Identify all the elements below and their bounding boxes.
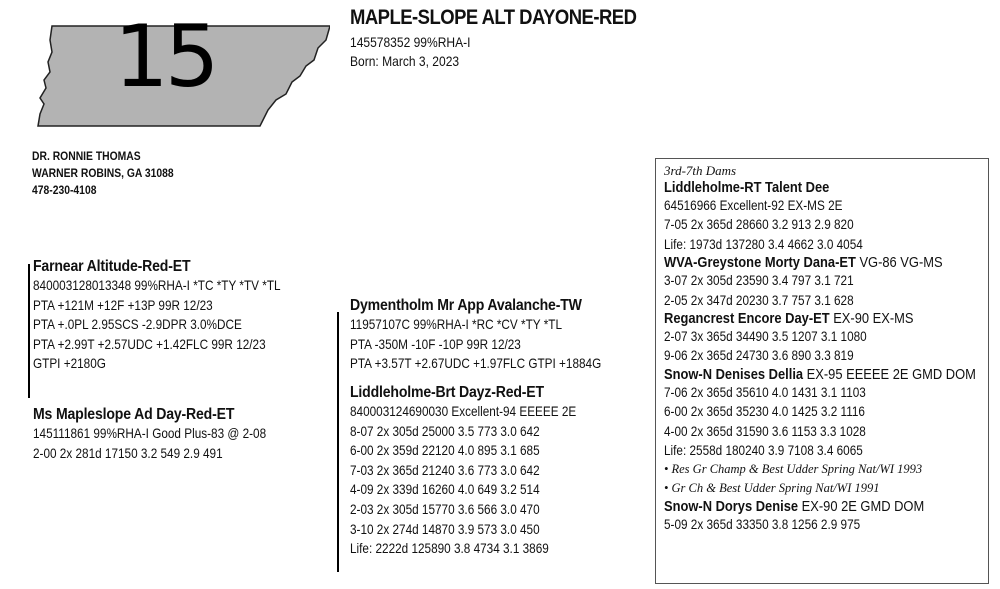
dams-sire-bracket [337, 312, 339, 572]
dam-entry-name [664, 498, 976, 515]
dam-entry-line: 5-09 2x 365d 33350 3.8 1256 2.9 975 [664, 516, 861, 533]
dam-entry-award: • Gr Ch & Best Udder Spring Nat/WI 1991 [664, 481, 880, 496]
granddam-line: 8-07 2x 305d 25000 3.5 773 3.0 642 [350, 422, 540, 439]
dam-entry-classification: EX-95 EEEEE 2E GMD DOM [803, 365, 976, 383]
sire-line: PTA +121M +12F +13P 99R 12/23 [33, 296, 213, 313]
dam-entry-line: Life: 2558d 180240 3.9 7108 3.4 6065 [664, 442, 863, 459]
dam-entry-title: Snow-N Dorys Denise [664, 498, 799, 516]
granddam-line: 2-03 2x 305d 15770 3.6 566 3.0 470 [350, 500, 540, 517]
granddam-line: 6-00 2x 359d 22120 4.0 895 3.1 685 [350, 442, 540, 459]
dam-entry-title: Snow-N Denises Dellia [664, 365, 804, 383]
dam-name: Ms Mapleslope Ad Day-Red-ET [33, 406, 235, 423]
granddam-line: 4-09 2x 339d 16260 4.0 649 3.2 514 [350, 481, 540, 498]
dam-block [33, 406, 311, 463]
granddam-name: Liddleholme-Brt Dayz-Red-ET [350, 384, 544, 401]
dams-box [655, 158, 989, 584]
lot-graphic [0, 0, 340, 140]
dam-entry-line: 4-00 2x 365d 31590 3.6 1153 3.3 1028 [664, 422, 866, 439]
dam-entry-name [664, 310, 976, 327]
dam-entry-line: 7-05 2x 365d 28660 3.2 913 2.9 820 [664, 216, 854, 233]
sire-block [33, 258, 328, 374]
dams-sire-line: PTA +3.57T +2.67UDC +1.97FLC GTPI +1884G [350, 355, 602, 372]
sire-name: Farnear Altitude-Red-ET [33, 258, 191, 275]
dam-entry-line: 2-07 3x 365d 34490 3.5 1207 3.1 1080 [664, 328, 867, 345]
lot-number: 15 [114, 7, 216, 107]
dam-entry-title: Regancrest Encore Day-ET [664, 310, 830, 328]
sire-line: PTA +2.99T +2.57UDC +1.42FLC 99R 12/23 [33, 335, 266, 352]
dam-entry-title: WVA-Greystone Morty Dana-ET [664, 254, 856, 272]
dams-box-header: 3rd-7th Dams [664, 163, 737, 178]
dam-entry-classification: EX-90 2E GMD DOM [798, 498, 925, 516]
dam-entry-name [664, 366, 976, 383]
dam-line: 145111861 99%RHA-I Good Plus-83 @ 2-08 [33, 425, 267, 441]
sire-bracket [28, 264, 30, 398]
consignor-city: WARNER ROBINS, GA 31088 [32, 168, 174, 180]
dam-entry-line: 3-07 2x 305d 23590 3.4 797 3.1 721 [664, 272, 854, 289]
granddam-line: Life: 2222d 125890 3.8 4734 3.1 3869 [350, 540, 549, 557]
dam-entry-line: 6-00 2x 365d 35230 4.0 1425 3.2 1116 [664, 403, 865, 420]
dam-entry-line: 64516966 Excellent-92 EX-MS 2E [664, 197, 843, 213]
dam-entry-name [664, 254, 976, 271]
animal-registration: 145578352 99%RHA-I [350, 34, 471, 50]
dams-box-content [664, 163, 1000, 535]
granddam-line: 7-03 2x 365d 21240 3.6 773 3.0 642 [350, 461, 540, 478]
dam-entry-line: 9-06 2x 365d 24730 3.6 890 3.3 819 [664, 347, 854, 364]
dam-entry-title: Liddleholme-RT Talent Dee [664, 179, 830, 196]
consignor-phone: 478-230-4108 [32, 185, 97, 197]
dam-entry-line: Life: 1973d 137280 3.4 4662 3.0 4054 [664, 235, 863, 252]
granddam-line: 3-10 2x 274d 14870 3.9 573 3.0 450 [350, 520, 540, 537]
sire-line: PTA +.0PL 2.95SCS -2.9DPR 3.0%DCE [33, 316, 242, 333]
dam-entry-classification: VG-86 VG-MS [855, 254, 943, 272]
animal-name: MAPLE-SLOPE ALT DAYONE-RED [350, 6, 637, 29]
dam-entry-award: • Res Gr Champ & Best Udder Spring Nat/WI 1993 [664, 462, 923, 477]
dam-entry-name [664, 179, 976, 196]
dams-sire-line: 11957107C 99%RHA-I *RC *CV *TY *TL [350, 316, 563, 332]
sire-line: 840003128013348 99%RHA-I *TC *TY *TV *TL [33, 277, 281, 293]
granddam-line: 840003124690030 Excellent-94 EEEEE 2E [350, 403, 577, 419]
animal-birthdate: Born: March 3, 2023 [350, 53, 460, 69]
dam-line: 2-00 2x 281d 17150 3.2 549 2.9 491 [33, 444, 223, 461]
dams-sire-name: Dymentholm Mr App Avalanche-TW [350, 297, 582, 314]
granddam-block [350, 384, 619, 559]
dam-entry-classification: EX-90 EX-MS [829, 310, 914, 328]
dam-entry-line: 2-05 2x 347d 20230 3.7 757 3.1 628 [664, 291, 854, 308]
dams-sire-block [350, 297, 649, 374]
dam-entry-line: 7-06 2x 365d 35610 4.0 1431 3.1 1103 [664, 383, 866, 400]
sire-line: GTPI +2180G [33, 355, 106, 372]
dams-sire-line: PTA -350M -10F -10P 99R 12/23 [350, 335, 521, 352]
consignor-name: DR. RONNIE THOMAS [32, 151, 141, 163]
